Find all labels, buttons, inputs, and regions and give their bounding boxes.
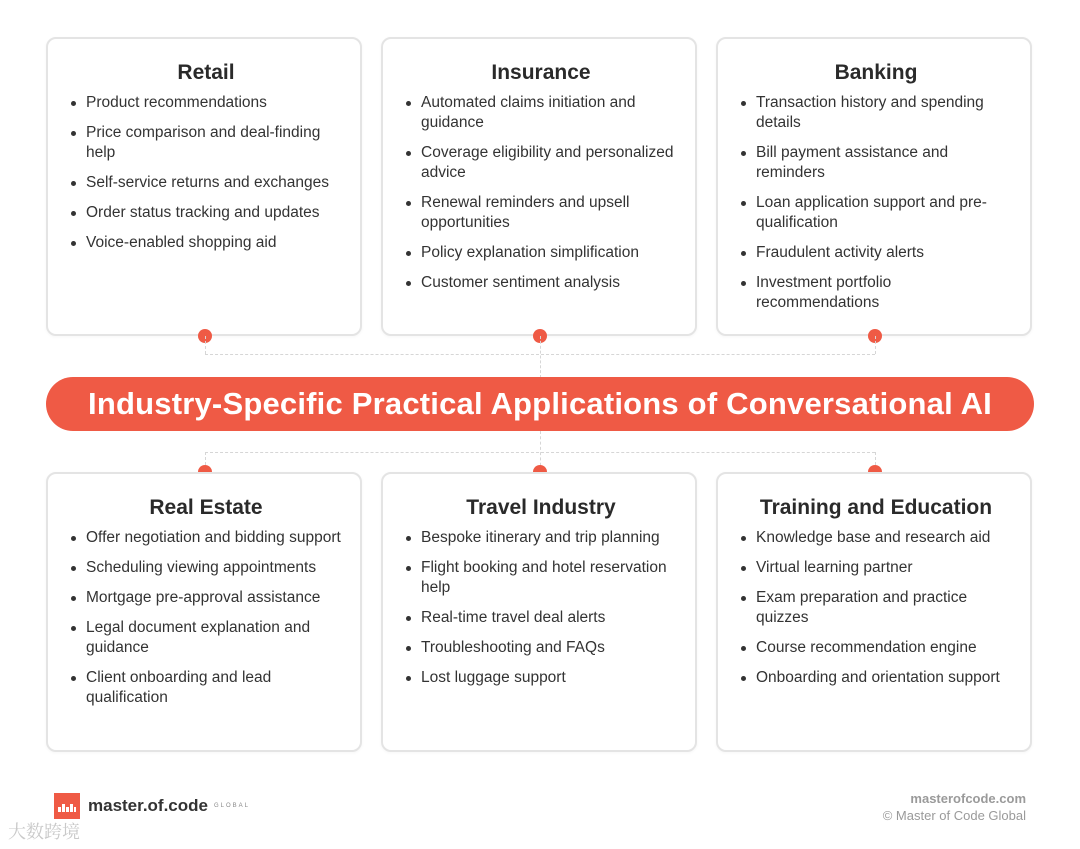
list-item: Product recommendations — [86, 93, 344, 113]
card-title: Retail — [177, 61, 235, 84]
list-item: Bill payment assistance and reminders — [756, 143, 1014, 183]
list-item: Flight booking and hotel reservation help — [421, 558, 679, 598]
list-item: Troubleshooting and FAQs — [421, 638, 679, 658]
logo-mark-icon — [54, 793, 80, 819]
card-training-education — [716, 472, 1032, 752]
card-title: Travel Industry — [466, 496, 616, 519]
list-item: Fraudulent activity alerts — [756, 243, 1014, 263]
footer-site: masterofcode.com — [910, 791, 1026, 806]
list-item: Client onboarding and lead qualification — [86, 668, 344, 708]
list-item: Policy explanation simplification — [421, 243, 679, 263]
list-item: Price comparison and deal-finding help — [86, 123, 344, 163]
list-item: Onboarding and orientation support — [756, 668, 1014, 688]
list-item: Investment portfolio recommendations — [756, 273, 1014, 313]
list-item: Real-time travel deal alerts — [421, 608, 679, 628]
list-item: Bespoke itinerary and trip planning — [421, 528, 679, 548]
footer-credits — [883, 790, 1026, 824]
card-insurance — [381, 37, 697, 336]
list-item: Self-service returns and exchanges — [86, 173, 344, 193]
card-list — [403, 93, 679, 293]
watermark — [8, 818, 80, 844]
footer-copyright: © Master of Code Global — [882, 808, 1026, 823]
card-title: Banking — [834, 61, 918, 84]
list-item: Legal document explanation and guidance — [86, 618, 344, 658]
card-title: Insurance — [491, 61, 591, 84]
card-travel-industry — [381, 472, 697, 752]
list-item: Customer sentiment analysis — [421, 273, 679, 293]
list-item: Loan application support and pre-qualification — [756, 193, 1014, 233]
card-list — [738, 528, 1014, 688]
list-item: Coverage eligibility and personalized advice — [421, 143, 679, 183]
card-retail — [46, 37, 362, 336]
card-banking — [716, 37, 1032, 336]
list-item: Transaction history and spending details — [756, 93, 1014, 133]
list-item: Order status tracking and updates — [86, 203, 344, 223]
card-title: Training and Education — [759, 496, 993, 519]
list-item: Automated claims initiation and guidance — [421, 93, 679, 133]
page-title: Industry-Specific Practical Applications of Conversational AI — [88, 386, 992, 421]
title-banner — [46, 377, 1034, 431]
connector-line — [540, 336, 541, 378]
card-list — [68, 528, 344, 708]
list-item: Renewal reminders and upsell opportunities — [421, 193, 679, 233]
card-list — [738, 93, 1014, 313]
list-item: Virtual learning partner — [756, 558, 1014, 578]
logo-subtext: GLOBAL — [214, 803, 251, 809]
list-item: Voice-enabled shopping aid — [86, 233, 344, 253]
brand-logo — [54, 793, 250, 819]
list-item: Exam preparation and practice quizzes — [756, 588, 1014, 628]
list-item: Knowledge base and research aid — [756, 528, 1014, 548]
list-item: Lost luggage support — [421, 668, 679, 688]
list-item: Offer negotiation and bidding support — [86, 528, 344, 548]
logo-text: master.of.code — [88, 796, 208, 815]
card-title: Real Estate — [149, 496, 263, 519]
watermark-text: 大数跨境 — [8, 822, 80, 842]
list-item: Mortgage pre-approval assistance — [86, 588, 344, 608]
card-list — [403, 528, 679, 688]
connector-line — [205, 336, 206, 354]
card-list — [68, 93, 344, 253]
connector-line — [205, 354, 875, 355]
list-item: Scheduling viewing appointments — [86, 558, 344, 578]
card-real-estate — [46, 472, 362, 752]
connector-line — [875, 336, 876, 354]
list-item: Course recommendation engine — [756, 638, 1014, 658]
